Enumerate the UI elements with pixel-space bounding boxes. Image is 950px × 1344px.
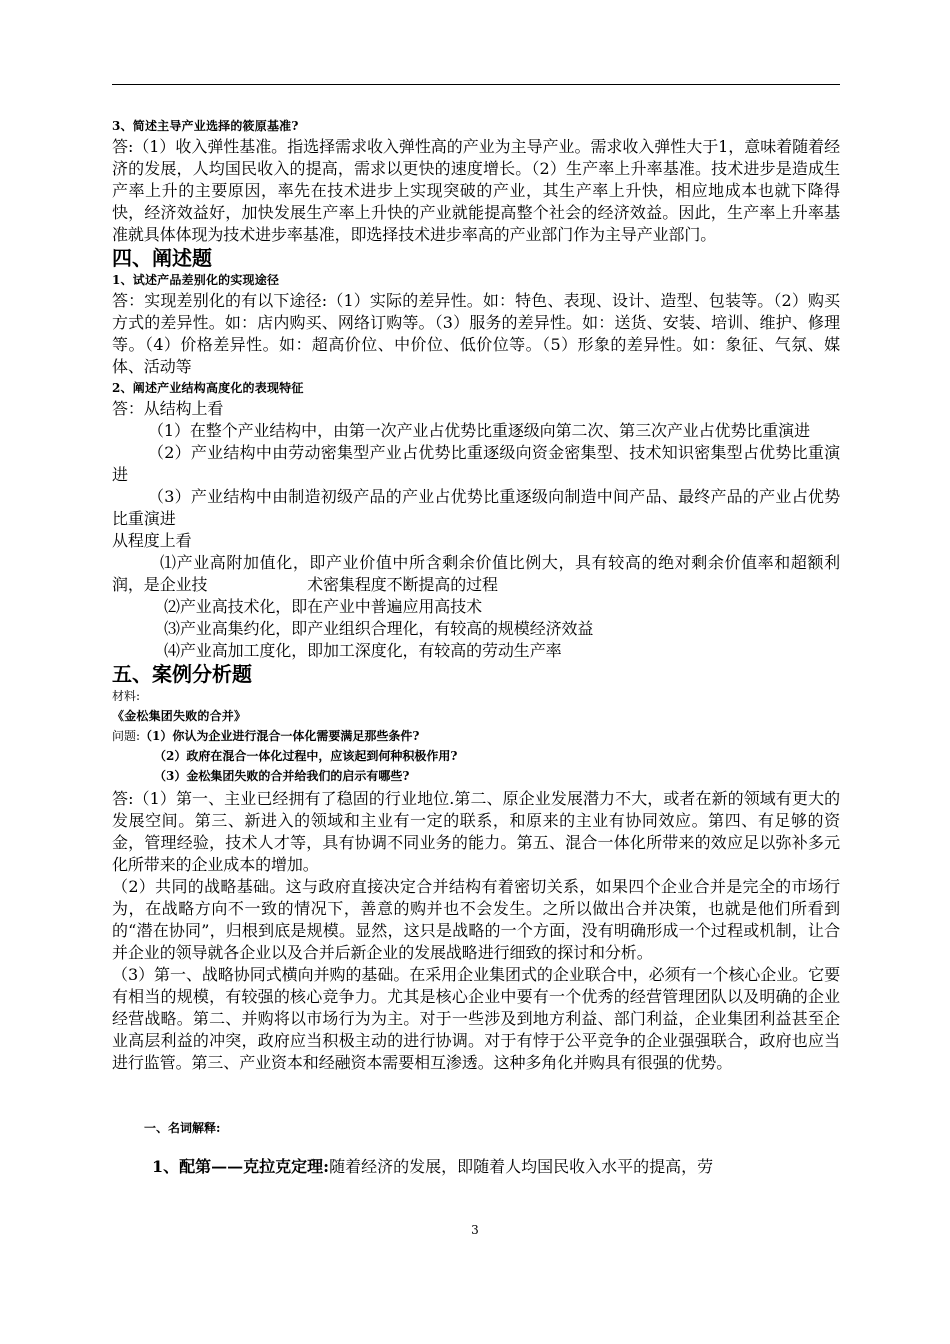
case-answer-2: （2）共同的战略基础。这与政府直接决定合并结构有着密切关系，如果四个企业合并是完全的市场行为，在战略方向不一致的情况下，善意的购并也不会发生。之所以做出合并决策，也就是他们所看到的“潜在协同”，归根到底是规模。显然，这只是战略的一个方面，没有明确形成一个过程或机制，让合并企业的领导就各企业以及合并后新企业的发展战略进行细致的探讨和分析。 xyxy=(112,877,840,962)
case-title: 《金松集团失败的合并》 xyxy=(112,709,247,723)
structure-point-2: （2）产业结构中由劳动密集型产业占优势比重逐级向资金密集型、技术知识密集型占优势比重演进 xyxy=(112,443,840,484)
section-4-question-2-answer-lead: 答：从结构上看 xyxy=(112,399,224,418)
degree-point-4: ⑷产业高加工度化，即加工深度化，有较高的劳动生产率 xyxy=(164,641,562,660)
degree-point-2: ⑵产业高技术化，即在产业中普遍应用高技术 xyxy=(164,597,483,616)
section-4-question-1-title: 1、试述产品差别化的实现途径 xyxy=(112,273,280,287)
section-4-heading: 四、阐述题 xyxy=(112,246,212,270)
case-answer-3: （3）第一、战略协同式横向并购的基础。在采用企业集团式的企业联合中，必须有一个核心企业。它要有相当的规模，有较强的核心竞争力。尤其是核心企业中要有一个优秀的经营管理团队以及明确的企业经营战略。第二、并购将以市场行为为主。对于一些涉及到地方利益、部门利益，企业集团利益甚至企业高层利益的冲突，政府应当积极主动的进行协调。对于有悖于公平竞争的企业强强联合，政府也应当进行监管。第三、产业资本和经融资本需要相互渗透。这种多角化并购具有很强的优势。 xyxy=(112,965,840,1072)
material-label: 材料: xyxy=(112,689,141,703)
section-gap xyxy=(112,1074,840,1118)
case-question-1 xyxy=(112,726,840,746)
case-question-3: （3）金松集团失败的合并给我们的启示有哪些? xyxy=(154,769,410,783)
degree-point-3: ⑶产业高集约化，即产业组织合理化，有较高的规模经济效益 xyxy=(164,619,594,638)
question-3-answer: 答:（1）收入弹性基准。指选择需求收入弹性高的产业为主导产业。需求收入弹性大于1，意味着随着经济的发展，人均国民收入的提高，需求以更快的速度增长。（2）生产率上升率基准。技术进步是造成生产率上升的主要原因，率先在技术进步上实现突破的产业，其生产率上升快，相应地成本也就下降得快，经济效益好，加快发展生产率上升快的产业就能提高整个社会的经济效益。因此，生产率上升率基准就具体体现为技术进步率基准，即选择技术进步率高的产业部门作为主导产业部门。 xyxy=(112,137,840,244)
page-number: 3 xyxy=(471,1223,479,1237)
section-4-question-1-answer: 答：实现差别化的有以下途径:（1）实际的差异性。如：特色、表现、设计、造型、包装等。（2）购买方式的差异性。如：店内购买、网络订购等。（3）服务的差异性。如：送货、安装、培训、维护、修理等。（4）价格差异性。如：超高价位、中价位、低价位等。（5）形象的差异性。如：象征、气氛、媒体、活动等 xyxy=(112,291,840,376)
structure-point-3: （3）产业结构中由制造初级产品的产业占优势比重逐级向制造中间产品、最终产品的产业占优势比重演进 xyxy=(112,487,840,528)
term-1 xyxy=(112,1156,840,1178)
term-1-number: 1、 xyxy=(152,1157,180,1176)
case-question-1-text: （1）你认为企业进行混合一体化需要满足那些条件? xyxy=(140,729,420,743)
case-answer-1: 答:（1）第一、主业已经拥有了稳固的行业地位.第二、原企业发展潜力不大，或者在新的领域有更大的发展空间。第三、新进入的领域和主业有一定的联系，和原来的主业有协同效应。第四、有足够的资金，管理经验，技术人才等，具有协调不同业务的能力。第五、混合一体化所带来的效应足以弥补多元化所带来的企业成本的增加。 xyxy=(112,789,840,874)
header-rule xyxy=(112,84,840,85)
page-content xyxy=(112,116,840,1178)
questions-lead: 问题: xyxy=(112,729,141,743)
section-1-heading: 一、名词解释: xyxy=(144,1121,221,1135)
question-3-title: 3、简述主导产业选择的筱原基准? xyxy=(112,119,299,133)
section-5-heading: 五、案例分析题 xyxy=(112,662,252,686)
degree-point-1: ⑴产业高附加值化，即产业价值中所含剩余价值比例大，具有较高的绝对剩余价值率和超额利润，是企业技 术密集程度不断提高的过程 xyxy=(112,553,840,594)
term-1-name: 配第——克拉克定理: xyxy=(179,1157,330,1176)
structure-point-1: （1）在整个产业结构中，由第一次产业占优势比重逐级向第二次、第三次产业占优势比重演进 xyxy=(148,421,810,440)
degree-lead: 从程度上看 xyxy=(112,531,192,550)
case-question-2: （2）政府在混合一体化过程中，应该起到何种积极作用? xyxy=(154,749,458,763)
term-1-text: 随着经济的发展，即随着人均国民收入水平的提高，劳 xyxy=(329,1157,714,1176)
section-4-question-2-title: 2、阐述产业结构高度化的表现特征 xyxy=(112,381,304,395)
